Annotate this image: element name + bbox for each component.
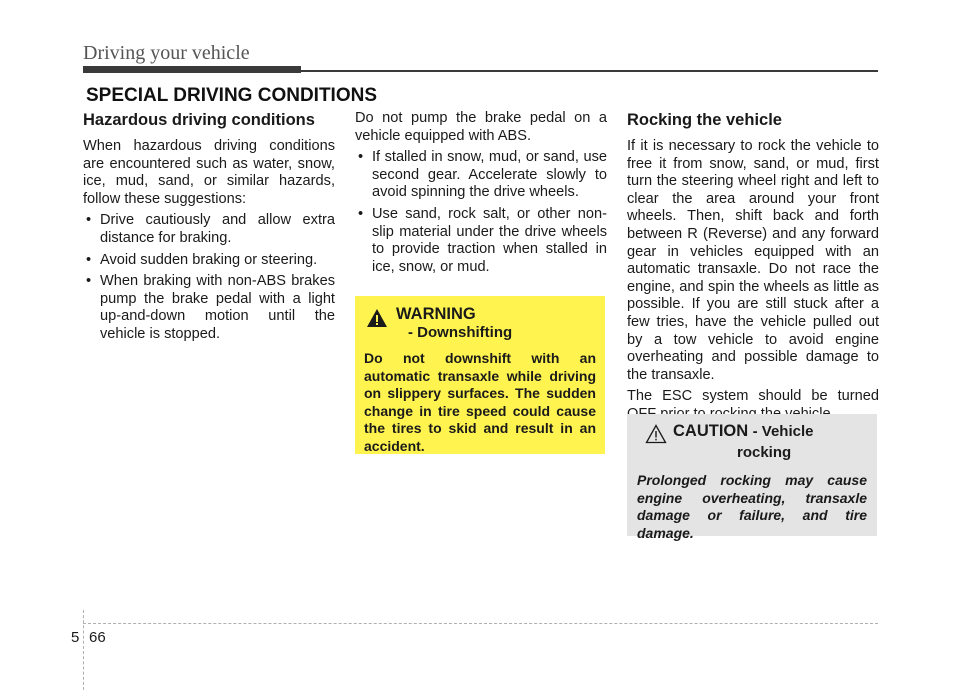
header-bar — [83, 66, 301, 73]
caution-subtitle: - Vehicle — [752, 423, 814, 440]
footer-rule — [83, 623, 878, 624]
warning-body: Do not downshift with an automatic transaxle while driving on slippery surfaces. The sudden change in tire speed could cause the tires to skid and result in an accident. — [364, 350, 596, 454]
list-item: • When braking with non-ABS brakes pump the brake pedal with a light up-and-down motion until the vehicle is stopped. — [83, 273, 335, 343]
column-hazardous — [83, 110, 335, 348]
warning-triangle-icon — [366, 308, 388, 328]
caution-body: Prolonged rocking may cause engine overheating, transaxle damage or failure, and tire damage. — [637, 472, 867, 541]
section-title: SPECIAL DRIVING CONDITIONS — [86, 85, 378, 106]
rocking-heading: Rocking the vehicle — [627, 111, 782, 129]
hazardous-intro: When hazardous driving conditions are encountered such as water, snow, ice, mud, sand, or similar hazards, follow these suggestions: — [83, 138, 335, 207]
column-rocking — [627, 110, 879, 428]
list-item: • Use sand, rock salt, or other non-slip material under the drive wheels to provide traction when stalled in ice, snow, or mud. — [355, 206, 607, 276]
header-rule — [301, 70, 878, 72]
hazardous-list — [83, 212, 335, 343]
abs-list — [355, 149, 607, 276]
chapter-title: Driving your vehicle — [83, 42, 250, 64]
warning-box — [355, 296, 605, 454]
list-item: • Drive cautiously and allow extra distance for braking. — [83, 212, 335, 247]
caution-triangle-icon — [645, 424, 667, 444]
footer-divider — [83, 610, 84, 690]
page-number: 66 — [89, 629, 106, 646]
rocking-para-2: The ESC system should be turned — [627, 388, 879, 405]
chapter-number: 5 — [71, 629, 80, 646]
caution-subtitle-cont: rocking — [737, 444, 792, 461]
warning-subtitle: - Downshifting — [408, 324, 513, 341]
list-item: • Avoid sudden braking or steering. — [83, 252, 335, 270]
abs-continuation: Do not pump the brake pedal on a vehicle equipped with ABS. — [355, 110, 607, 144]
hazardous-heading: Hazardous driving conditions — [83, 111, 315, 129]
rocking-para-1: If it is necessary to rock the vehicle to free it from snow, sand, or mud, first turn the steering wheel right and left to clear the area around your front wheels. Then, shift back and forth between R (Reverse) and any forward gear in vehicles equipped with an automatic transaxle. Do not race the engine, and spin the wheels as little as possible. If you are still stuck after a few tries, have the vehicle pulled out by a tow vehicle to avoid engine overheating and possible damage to the transaxle. — [627, 138, 879, 383]
caution-title: CAUTION — [673, 422, 749, 440]
list-item: • If stalled in snow, mud, or sand, use second gear. Accelerate slowly to avoid spinning the drive wheels. — [355, 149, 607, 202]
column-abs — [355, 110, 607, 280]
caution-box — [627, 414, 877, 541]
warning-title: WARNING — [396, 305, 476, 323]
